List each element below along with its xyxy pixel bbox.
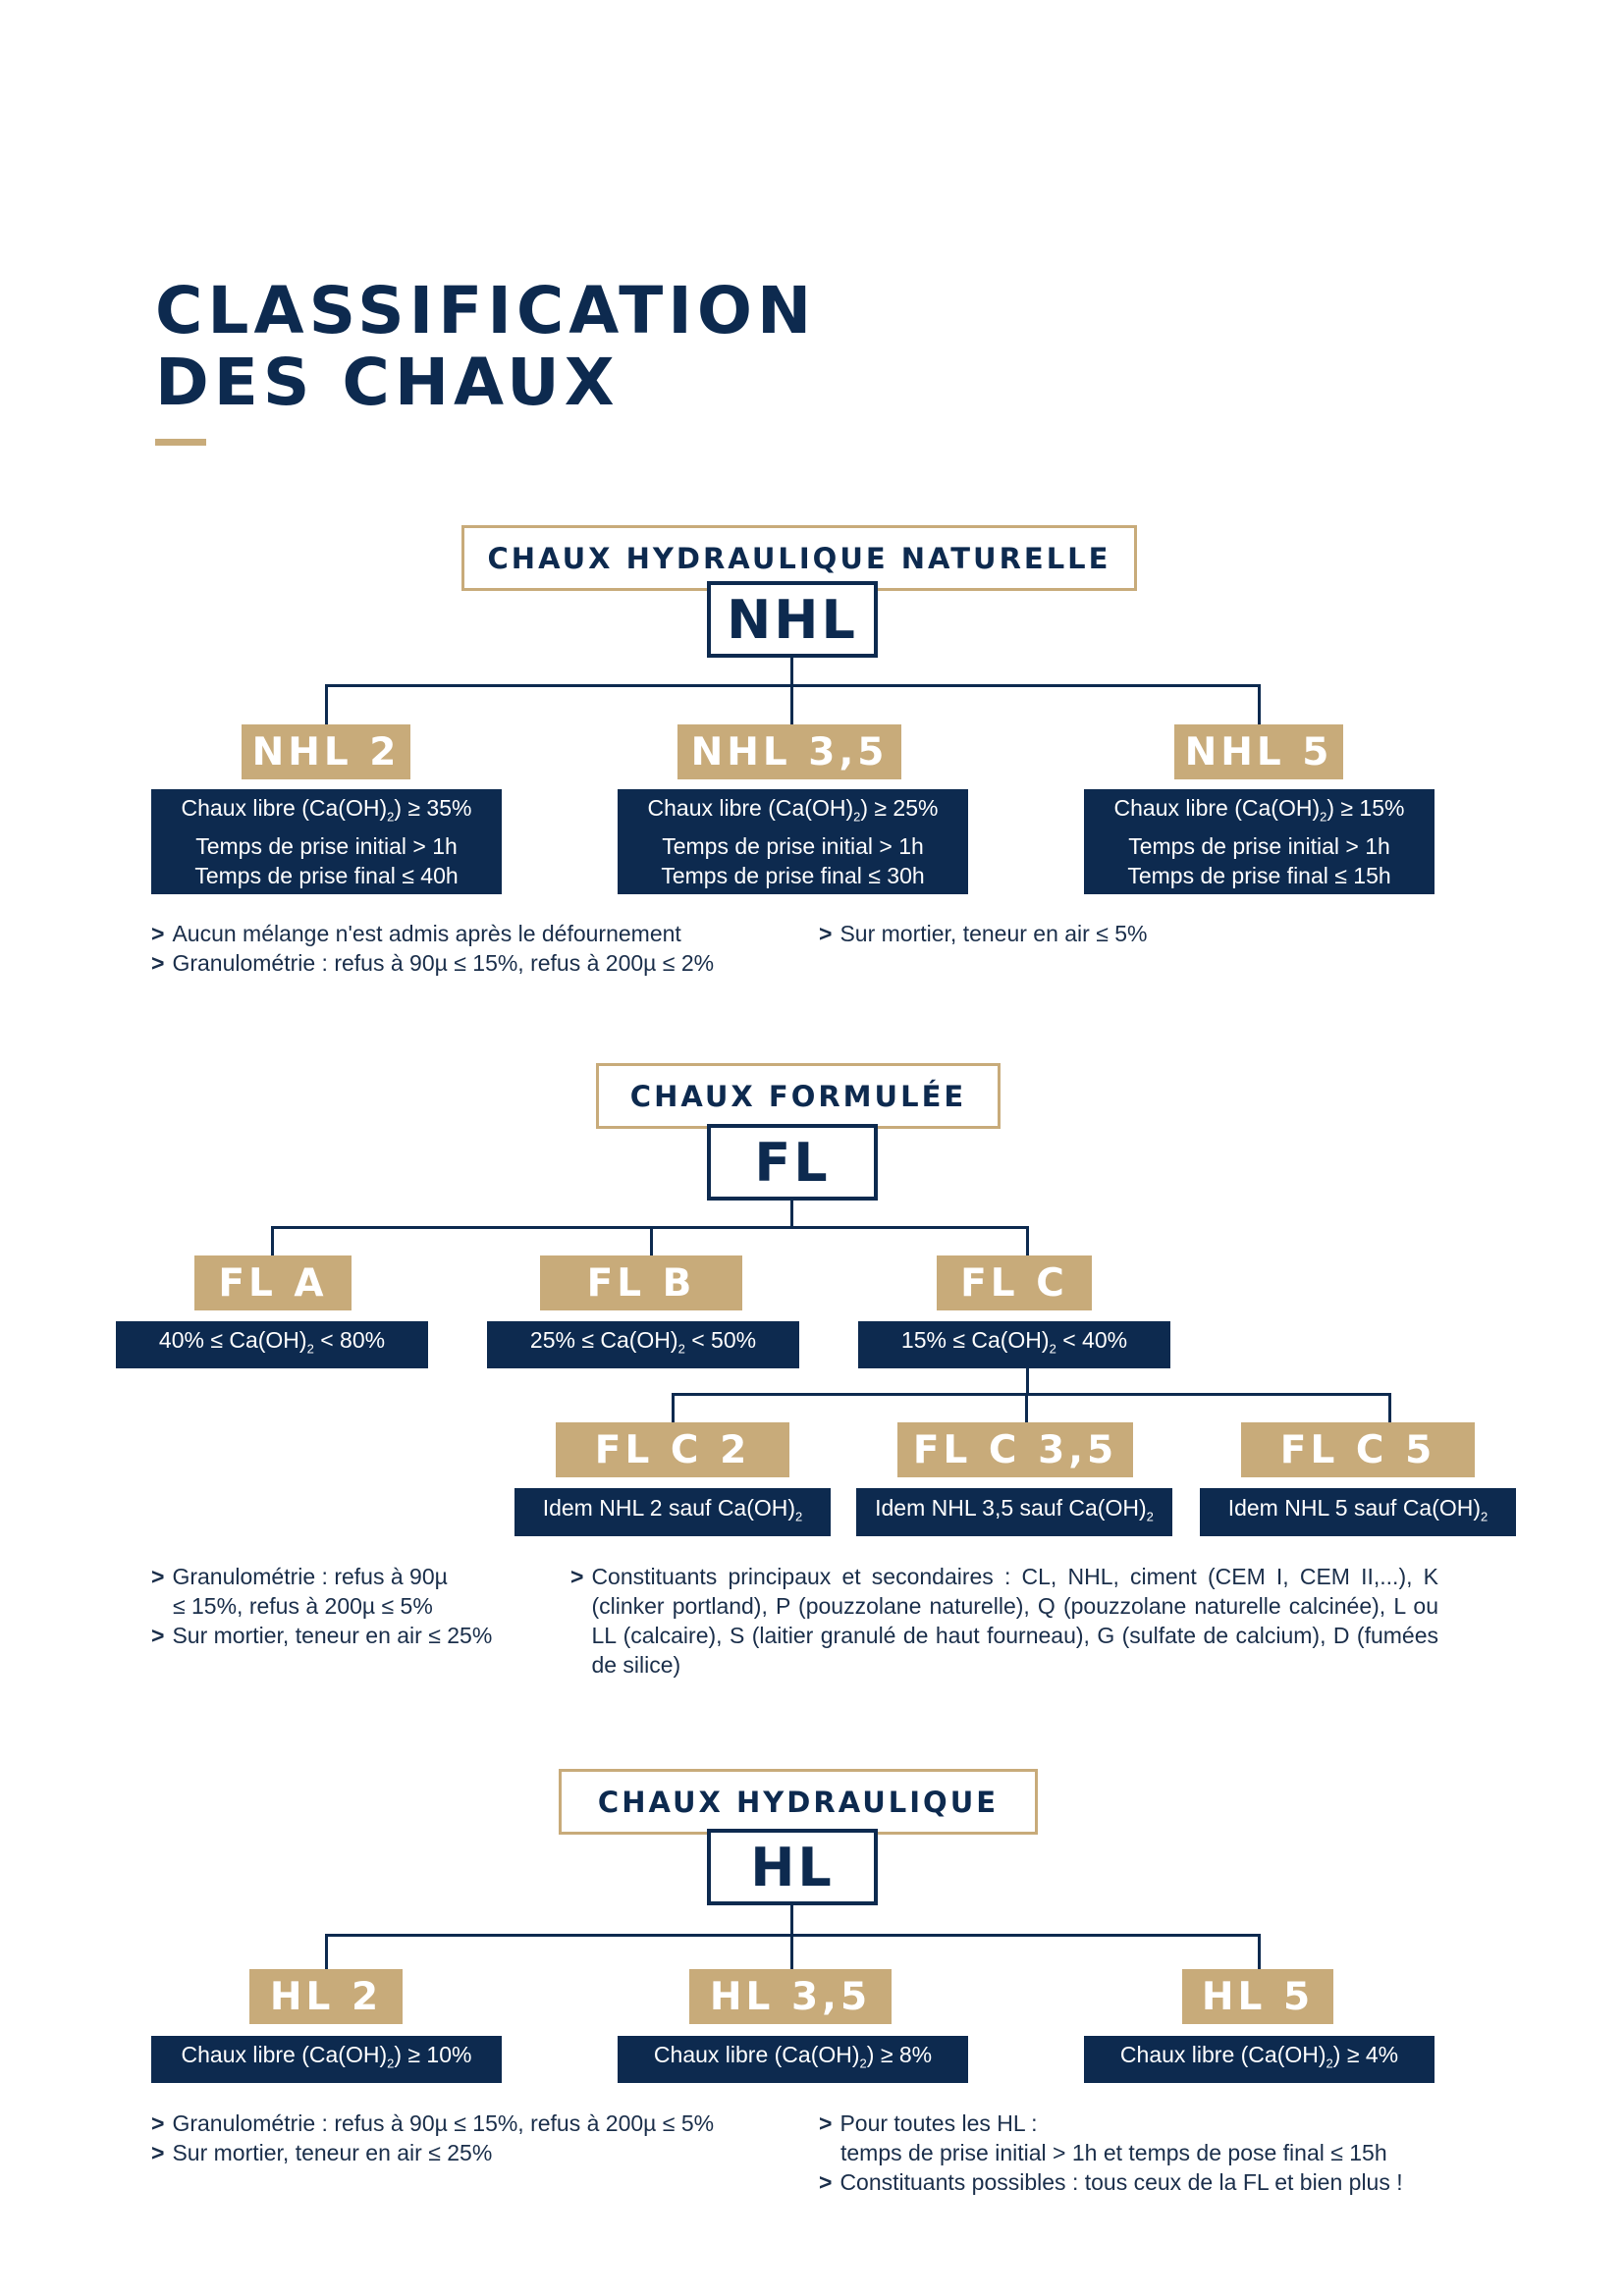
- note-item-continued: ≤ 15%, refus à 200µ ≤ 5%: [173, 1593, 433, 1619]
- nhl-tree-drop-1: [325, 684, 328, 724]
- hl-5-specs: Chaux libre $(Ca(OH)_2) \ge 4\%$: [1084, 2036, 1435, 2083]
- hl-2-label: HL 2: [249, 1969, 403, 2024]
- nhl-5-label: NHL 5: [1174, 724, 1343, 779]
- fl-tree-drop-1: [271, 1226, 274, 1255]
- fl-c-label: FL C: [937, 1255, 1092, 1310]
- fl-c-tree-drop-1: [672, 1393, 675, 1422]
- note-item: > Pour toutes les HL :: [819, 2110, 1038, 2136]
- nhl-tree-stem: [790, 658, 793, 686]
- note-item: > Constituants possibles : tous ceux de la FL et bien plus !: [819, 2169, 1403, 2195]
- fl-category-box: CHAUX FORMULÉE: [596, 1063, 1001, 1129]
- hl-2-specs: Chaux libre $(Ca(OH)_2) \ge 10\%$: [151, 2036, 502, 2083]
- nhl-3-5-specs: Chaux libre $(Ca(OH)_2) \ge 25\%$ Temps de prise initial > 1h Temps de prise final ≤ 30h: [618, 789, 968, 894]
- hl-tree-drop-3: [1258, 1934, 1261, 1969]
- hl-tree-drop-2: [790, 1934, 793, 1969]
- hl-3-5-specs: Chaux libre $(Ca(OH)_2) \ge 8\%$: [618, 2036, 968, 2083]
- nhl-code-box: NHL: [707, 581, 878, 658]
- hl-notes-left: [151, 2109, 799, 2167]
- nhl-3-5-label: NHL 3,5: [677, 724, 901, 779]
- note-item: > Granulométrie : refus à 90µ ≤ 15%, refus à 200µ ≤ 2%: [151, 950, 715, 976]
- nhl-tree-drop-2: [790, 684, 793, 724]
- fl-c-3-5-label: FL C 3,5: [897, 1422, 1133, 1477]
- nhl-2-specs: Chaux libre $(Ca(OH)_2) \ge 35\%$ Temps de prise initial > 1h Temps de prise final ≤ 40h: [151, 789, 502, 894]
- nhl-5-specs: Chaux libre $(Ca(OH)_2) \ge 15\%$ Temps de prise initial > 1h Temps de prise final ≤ 15h: [1084, 789, 1435, 894]
- page-title-line-2: DES CHAUX: [155, 345, 620, 420]
- fl-c-2-specs: Idem NHL 2 sauf $Ca(OH)_2$: [514, 1488, 831, 1536]
- fl-c-tree-branch: [672, 1393, 1391, 1396]
- fl-b-label: FL B: [540, 1255, 742, 1310]
- fl-c-5-specs: Idem NHL 5 sauf $Ca(OH)_2$: [1200, 1488, 1516, 1536]
- nhl-notes-left: [151, 919, 780, 978]
- fl-notes-right: > Constituants principaux et secondaires : CL, NHL, ciment (CEM I, CEM II,...), K (clinker portland), P (pouzzolane naturelle), Q (pouzzolane naturelle calcinée), L ou LL (calcaire), S (laitier granulé de haut fourneau), G (sulfate de calcium), D (fumées de silice): [570, 1564, 1438, 1678]
- hl-tree-stem: [790, 1905, 793, 1936]
- nhl-2-label: NHL 2: [242, 724, 410, 779]
- fl-b-specs: $25\% \le Ca(OH)_2 < 50\%$: [487, 1321, 799, 1368]
- page-title-line-1: CLASSIFICATION: [155, 273, 817, 348]
- nhl-category-box: CHAUX HYDRAULIQUE NATURELLE: [461, 525, 1137, 591]
- hl-tree-drop-1: [325, 1934, 328, 1969]
- title-accent-bar: [155, 439, 206, 446]
- hl-code-box: HL: [707, 1829, 878, 1905]
- nhl-tree-drop-3: [1258, 684, 1261, 724]
- fl-c-tree-stem: [1026, 1368, 1029, 1395]
- note-item: > Sur mortier, teneur en air ≤ 25%: [151, 2140, 493, 2165]
- fl-notes-left: [151, 1562, 544, 1650]
- fl-c-specs: $15\% \le Ca(OH)_2 < 40\%$: [858, 1321, 1170, 1368]
- page-title: [155, 275, 816, 418]
- fl-a-specs: $40\% \le Ca(OH)_2 < 80\%$: [116, 1321, 428, 1368]
- note-item: > Aucun mélange n'est admis après le défournement: [151, 921, 681, 946]
- fl-tree-drop-3: [1026, 1226, 1029, 1255]
- nhl-notes-right: [819, 919, 1310, 948]
- hl-5-label: HL 5: [1182, 1969, 1333, 2024]
- fl-c-3-5-specs: Idem NHL 3,5 sauf $Ca(OH)_2$: [856, 1488, 1172, 1536]
- note-item-continued: temps de prise initial > 1h et temps de pose final ≤ 15h: [840, 2140, 1387, 2165]
- note-item: > Granulométrie : refus à 90µ: [151, 1564, 448, 1589]
- fl-c-5-label: FL C 5: [1241, 1422, 1475, 1477]
- note-item: > Granulométrie : refus à 90µ ≤ 15%, refus à 200µ ≤ 5%: [151, 2110, 715, 2136]
- hl-notes-right: [819, 2109, 1447, 2197]
- note-item: > Sur mortier, teneur en air ≤ 25%: [151, 1623, 493, 1648]
- note-item: > Sur mortier, teneur en air ≤ 5%: [819, 921, 1148, 946]
- fl-c-tree-drop-3: [1388, 1393, 1391, 1422]
- fl-c-2-label: FL C 2: [556, 1422, 789, 1477]
- hl-category-box: CHAUX HYDRAULIQUE: [559, 1769, 1038, 1835]
- fl-c-tree-drop-2: [1025, 1393, 1028, 1422]
- fl-code-box: FL: [707, 1124, 878, 1201]
- fl-a-label: FL A: [194, 1255, 352, 1310]
- fl-tree-stem: [790, 1201, 793, 1228]
- fl-tree-drop-2: [650, 1226, 653, 1255]
- hl-3-5-label: HL 3,5: [689, 1969, 892, 2024]
